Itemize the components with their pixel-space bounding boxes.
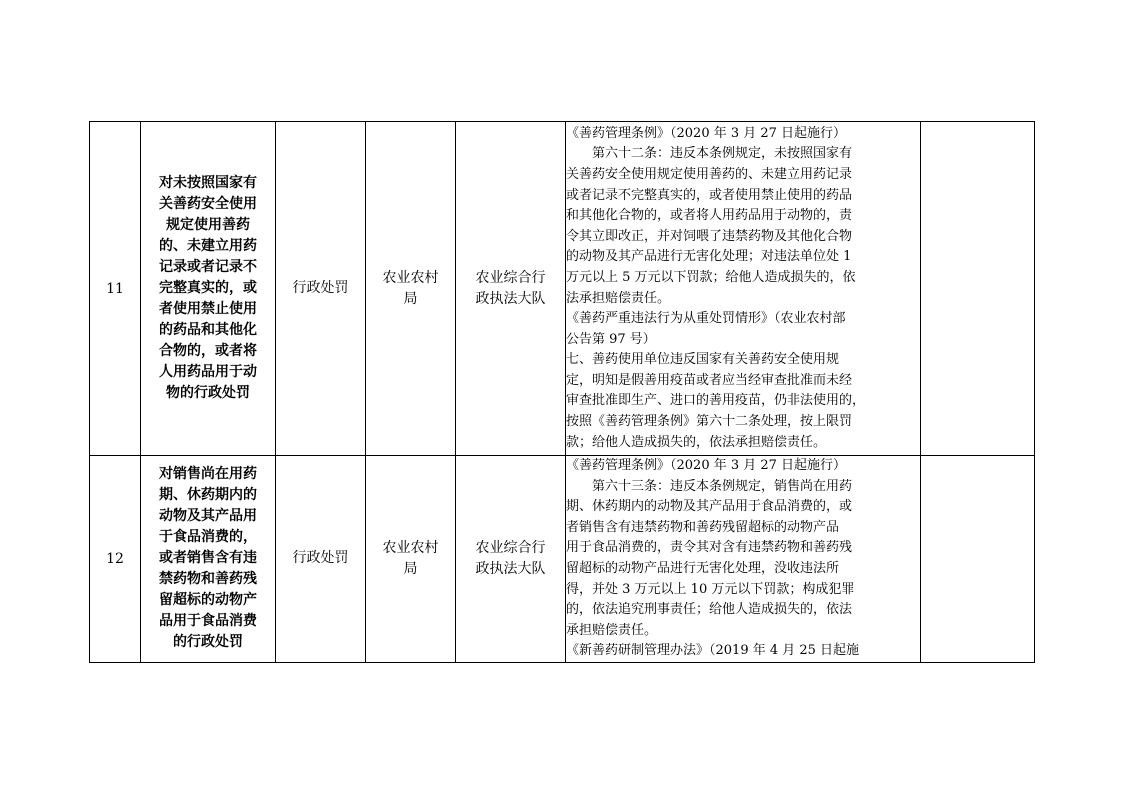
legal-basis-line: 定，明知是假善用疫苗或者应当经审查批准而未经 [566, 372, 853, 388]
penalty-item-line: 或者销售含有违 [159, 550, 257, 567]
executor-line: 政执法大队 [475, 290, 546, 307]
penalty-item-line: 期、休药期内的 [159, 487, 257, 504]
penalty-item-line: 完整真实的，或 [159, 280, 257, 296]
executor-line: 农业综合行 [475, 539, 546, 556]
department-cell [366, 122, 456, 456]
legal-basis-line: 期、休药期内的动物及其产品用于食品消费的，或 [566, 499, 853, 515]
legal-basis-line: 七、善药使用单位违反国家有关善药安全使用规 [566, 352, 840, 368]
legal-basis-line: 的，依法追究刑事责任；给他人造成损失的，依法 [566, 602, 853, 618]
legal-basis-line: 《善药管理条例》（2020 年 3 月 27 日起施行） [566, 458, 847, 473]
legal-basis-line: 第六十二条：违反本条例规定，未按照国家有 [592, 146, 853, 162]
row-number: 12 [106, 550, 124, 567]
penalty-item-cell [141, 122, 276, 456]
legal-basis-line: 者销售含有违禁药物和善药残留超标的动物产品 [566, 519, 840, 535]
row-number: 11 [106, 280, 124, 297]
penalty-item-line: 人用药品用于动 [159, 364, 257, 380]
legal-basis-cell [566, 122, 921, 456]
penalty-item-line: 记录或者记录不 [159, 259, 257, 275]
table-row [90, 122, 1035, 456]
executor-line: 农业综合行 [475, 269, 546, 286]
department-cell [366, 456, 456, 663]
legal-basis-line: 按照《善药管理条例》第六十二条处理，按上限罚 [566, 414, 853, 430]
department-line: 局 [403, 290, 418, 307]
penalty-item-line: 对未按照国家有 [159, 175, 257, 191]
penalty-type: 行政处罚 [292, 280, 349, 296]
legal-basis-line: 令其立即改正，并对饲喂了违禁药物及其他化合物 [566, 228, 853, 244]
penalty-item-line: 者使用禁止使用 [159, 301, 257, 317]
row-number-cell [90, 456, 141, 663]
penalty-item-line: 规定使用善药 [166, 217, 250, 233]
legal-basis-line: 万元以上 5 万元以下罚款；给他人造成损失的，依 [566, 269, 856, 285]
penalty-item-line: 的行政处罚 [173, 634, 243, 651]
penalty-item-line: 留超标的动物产 [159, 592, 257, 609]
penalty-item-line: 合物的，或者将 [159, 343, 257, 359]
legal-basis-line: 关善药安全使用规定使用善药的、未建立用药记录 [566, 166, 853, 182]
note-cell [921, 456, 1035, 663]
legal-basis-line: 用于食品消费的，责令其对含有违禁药物和善药残 [566, 540, 853, 556]
legal-basis-cell [566, 456, 921, 663]
legal-basis-line: 《新善药研制管理办法》（2019 年 4 月 25 日起施 [566, 643, 860, 659]
table-row [90, 456, 1035, 663]
executor-line: 政执法大队 [475, 560, 546, 577]
penalty-item-line: 的、未建立用药 [159, 238, 257, 254]
penalty-item-line: 物的行政处罚 [166, 385, 250, 401]
executor-cell [456, 122, 566, 456]
legal-basis-line: 法承担赔偿责任。 [566, 290, 671, 306]
penalty-item-line: 关善药安全使用 [159, 196, 257, 212]
penalty-item-cell [141, 456, 276, 663]
row-number-cell [90, 122, 141, 456]
legal-basis-line: 留超标的动物产品进行无害化处理，没收违法所 [566, 560, 840, 576]
legal-basis-line: 审查批准即生产、进口的善用疫苗，仍非法使用的， [566, 393, 866, 409]
department-line: 农业农村 [382, 539, 439, 556]
legal-basis-line: 的动物及其产品进行无害化处理；对违法单位处 1 [566, 249, 852, 265]
legal-basis-line: 款；给他人造成损失的，依法承担赔偿责任。 [566, 434, 827, 450]
department-line: 农业农村 [382, 269, 439, 286]
penalty-type: 行政处罚 [292, 550, 349, 567]
note-cell [921, 122, 1035, 456]
penalty-item-line: 对销售尚在用药 [159, 466, 257, 483]
legal-basis-line: 第六十三条：违反本条例规定，销售尚在用药 [592, 478, 853, 494]
penalty-type-cell [276, 122, 366, 456]
legal-basis-line: 《善药严重违法行为从重处罚情形》（农业农村部 [566, 311, 846, 327]
penalty-item-line: 的药品和其他化 [159, 322, 257, 338]
penalty-type-cell [276, 456, 366, 663]
legal-basis-line: 和其他化合物的，或者将人用药品用于动物的，责 [566, 208, 853, 224]
legal-basis-line: 得，并处 3 万元以上 10 万元以下罚款；构成犯罪 [566, 581, 855, 597]
penalty-item-line: 品用于食品消费 [159, 613, 257, 630]
penalty-item-line: 于食品消费的， [159, 529, 257, 546]
executor-cell [456, 456, 566, 663]
department-line: 局 [403, 560, 418, 577]
penalty-table [89, 121, 1035, 663]
legal-basis-line: 《善药管理条例》（2020 年 3 月 27 日起施行） [566, 125, 847, 141]
penalty-item-line: 动物及其产品用 [159, 508, 257, 525]
legal-basis-line: 承担赔偿责任。 [566, 622, 658, 638]
legal-basis-line: 或者记录不完整真实的，或者使用禁止使用的药品 [566, 187, 853, 203]
legal-basis-line: 公告第 97 号） [566, 331, 656, 347]
penalty-item-line: 禁药物和善药残 [159, 571, 257, 588]
